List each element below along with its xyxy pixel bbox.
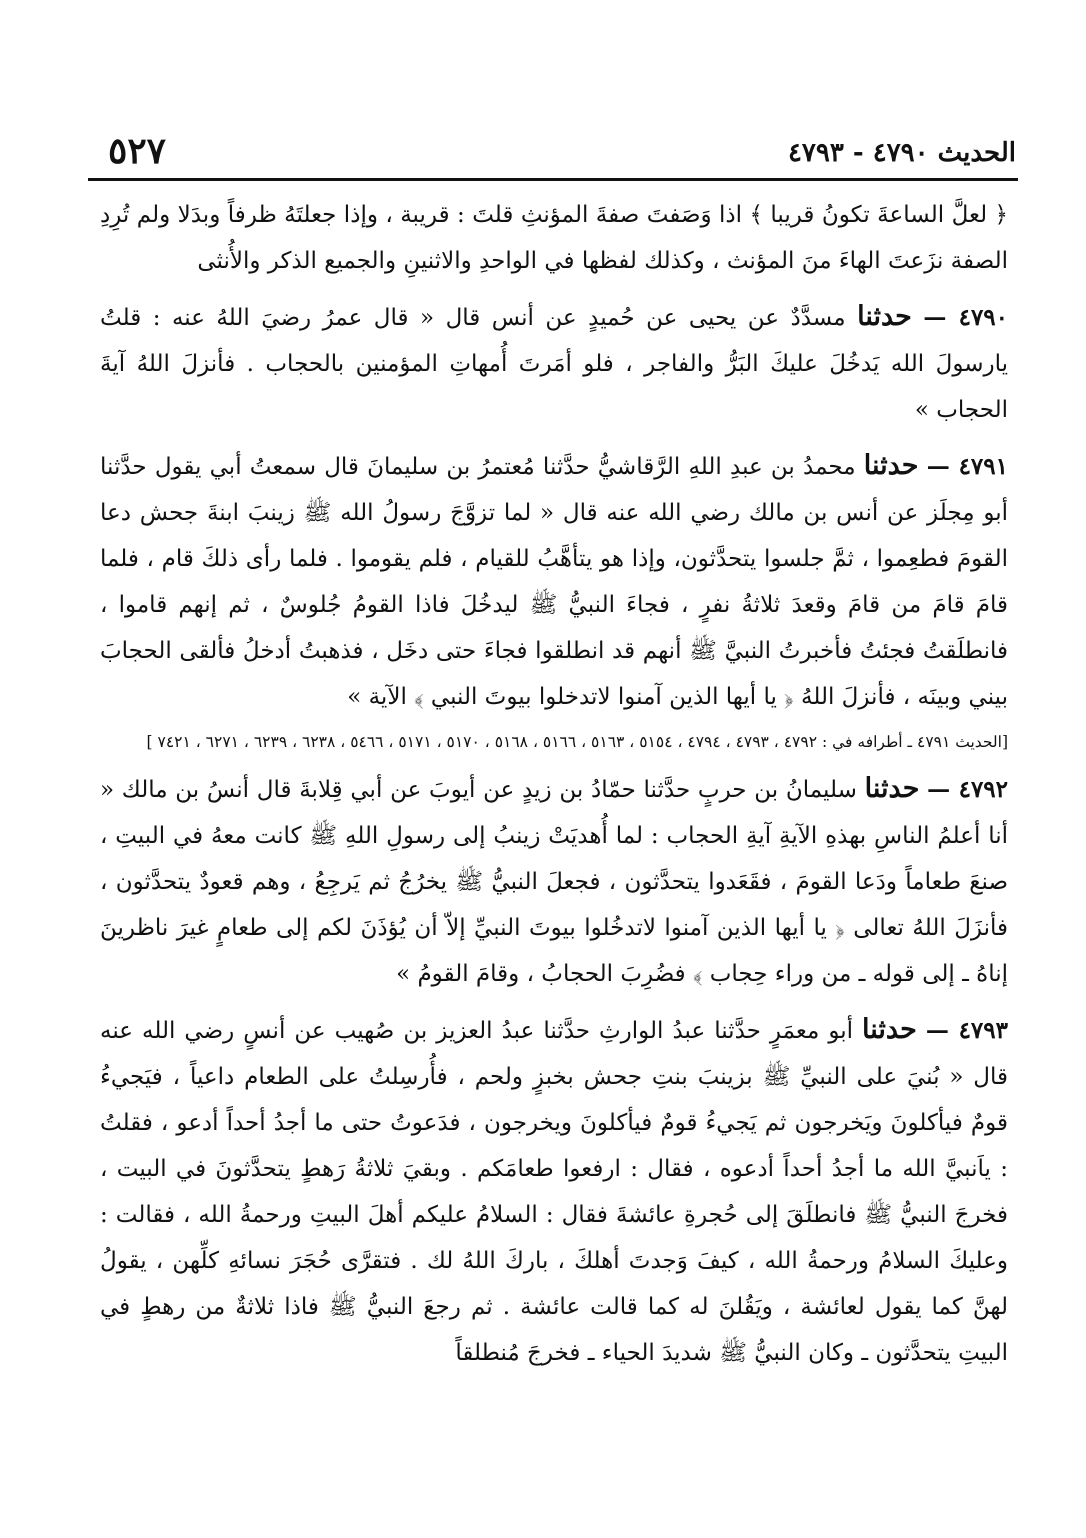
hadith-4793 bbox=[100, 1007, 1008, 1376]
hadith-range-title: الحديث ٤٧٩٠ - ٤٧٩٣ bbox=[787, 138, 1016, 168]
paragraph-text: ﴿ لعلَّ الساعةَ تكونُ قريبا ﴾ اذا وَصَفتَ صفةَ المؤنثِ قلتَ : قريبة ، وإذا جعلتَهُ ظرفاً وبدَلا ولم تُرِدِ الصفة نزَعتَ الهاءَ منَ المؤنث ، وكذلك لفظها في الواحدِ والاثنينِ والجميع الذكر والأُنثى bbox=[100, 202, 1008, 274]
hadith-4790 bbox=[100, 294, 1008, 433]
hadith-text: أبو معمَرٍ حدَّثنا عبدُ الوارثِ حدَّثنا عبدُ العزيز بن صُهيب عن أنسٍ رضي الله عنه قال « بُنيَ على النبيِّ ﷺ بزينبَ بنتِ جحش بخبزٍ ولحم ، فأُرسِلتُ على الطعام داعياً ، فيَجيءُ قومٌ فيأكلونَ ويَخرجون ثم يَجيءُ قومٌ فيأكلونَ ويخرجون ، فدَعوتُ حتى ما أجدُ أحداً أدعو ، فقلتُ : ياَنبيَّ الله ما أجدُ أحداً أدعوه ، فقال : ارفعوا طعامَكم . وبقيَ ثلاثةُ رَهطٍ يتحدَّثونَ في البيت ، فخرجَ النبيُّ ﷺ فانطلَقَ إلى حُجرةِ عائشةَ فقال : السلامُ عليكم أهلَ البيتِ ورحمةُ الله ، فقالت : وعليكَ السلامُ ورحمةُ الله ، كيفَ وَجدتَ أهلكَ ، باركَ اللهُ لك . فتقرَّى حُجَرَ نسائهِ كلِّهن ، يقولُ لهنَّ كما يقول لعائشة ، ويَقُلنَ له كما قالت عائشة . ثم رجعَ النبيُّ ﷺ فاذا ثلاثةٌ من رهطٍ في البيتِ يتحدَّثون ـ وكان النبيُّ ﷺ شديدَ الحياء ـ فخرجَ مُنطلقاً bbox=[100, 1018, 1008, 1366]
hadith-heading: حدثنا bbox=[857, 301, 912, 332]
hadith-heading: حدثنا bbox=[864, 773, 920, 804]
cross-references-4791 bbox=[100, 730, 1008, 754]
page-header bbox=[90, 128, 1016, 184]
hadith-text: محمدُ بن عبدِ اللهِ الرَّقاشيُّ حدَّثنا مُعتمرُ بن سليمانَ قال سمعتُ أبي يقول حدَّثنا أبو مِجلَز عن أنس بن مالك رضي الله عنه قال « لما تزوَّجَ رسولُ الله ﷺ زينبَ ابنةَ جحش دعا القومَ فطعِموا ، ثمَّ جلسوا يتحدَّثون، وإذا هو يتأهَّبُ للقيام ، فلم يقوموا . فلما رأى ذلكَ قام ، فلما قامَ قامَ من قامَ وقعدَ ثلاثةُ نفرٍ ، فجاءَ النبيُّ ﷺ ليدخُلَ فاذا القومُ جُلوسٌ ، ثم إنهم قاموا ، فانطلَقتُ فجئتُ فأخبرتُ النبيَّ ﷺ أنهم قد انطلقوا فجاءَ حتى دخَل ، فذهبتُ أدخلُ فألقى الحجابَ بيني وبينَه ، فأنزلَ اللهُ ﴿ يا أيها الذين آمنوا لاتدخلوا بيوتَ النبي ﴾ الآية » bbox=[100, 454, 1008, 710]
hadith-heading: حدثنا bbox=[863, 450, 919, 481]
references-text: [الحديث ٤٧٩١ ـ أطرافه في : ٤٧٩٢ ، ٤٧٩٣ ، ٤٧٩٤ ، ٥١٥٤ ، ٥١٦٣ ، ٥١٦٦ ، ٥١٦٨ ، ٥١٧٠ ، ٥١٧١ ، ٥٤٦٦ ، ٦٢٣٨ ، ٦٢٣٩ ، ٦٢٧١ ، ٧٤٢١ ] bbox=[146, 733, 1008, 751]
hadith-text: مسدَّدٌ عن يحيى عن حُميدٍ عن أنس قال « قال عمرُ رضيَ اللهُ عنه : قلتُ يارسولَ الله يَدخُلَ عليكَ البَرُّ والفاجر ، فلو أمَرتَ أُمهاتِ المؤمنين بالحجاب . فأنزلَ اللهُ آيةَ الحجاب » bbox=[100, 305, 1008, 423]
hadith-number: ٤٧٩٣ — bbox=[925, 1017, 1008, 1044]
page-number: ٥٢٧ bbox=[108, 130, 167, 172]
hadith-4792 bbox=[100, 766, 1008, 997]
paragraph-commentary bbox=[100, 192, 1008, 284]
hadith-number: ٤٧٩٢ — bbox=[927, 776, 1009, 803]
hadith-number: ٤٧٩٠ — bbox=[923, 304, 1009, 331]
hadith-heading: حدثنا bbox=[862, 1014, 917, 1045]
hadith-text: سليمانُ بن حربٍ حدَّثنا حمّادُ بن زيدٍ عن أيوبَ عن أبي قِلابةَ قال أنسُ بن مالك « أنا أعلمُ الناسِ بهذهِ الآيةِ آيةِ الحجاب : لما أُهديَتْ زينبُ إلى رسولِ اللهِ ﷺ كانت معهُ في البيتِ ، صنعَ طعاماً ودَعا القومَ ، فقَعَدوا يتحدَّثون ، فجعلَ النبيُّ ﷺ يخرُجُ ثم يَرجِعُ ، وهم قعودٌ يتحدَّثون ، فأنزَلَ اللهُ تعالى ﴿ يا أيها الذين آمنوا لاتدخُلوا بيوتَ النبيِّ إلاّ أن يُؤذَنَ لكم إلى طعامٍ غيرَ ناظرينَ إناهُ ـ إلى قوله ـ من وراء حِجاب ﴾ فضُرِبَ الحجابُ ، وقامَ القومُ » bbox=[100, 777, 1008, 987]
header-rule bbox=[88, 178, 1018, 181]
page-body bbox=[100, 192, 1008, 1386]
hadith-number: ٤٧٩١ — bbox=[926, 453, 1008, 480]
hadith-4791 bbox=[100, 443, 1008, 720]
